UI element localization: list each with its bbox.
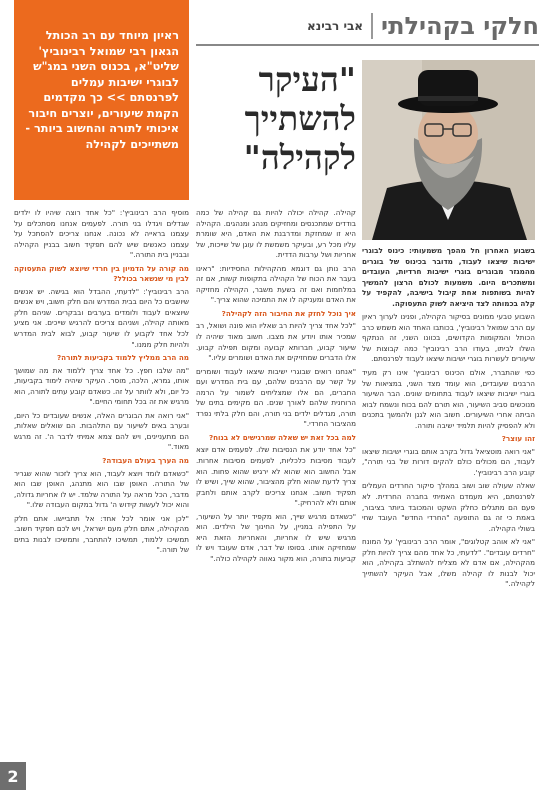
article-paragraph: "אנחנו רואים שבוגרי ישיבות שיצאו לעבוד ושומרים על קשר עם הרבנים שלהם, עם בית המדרש ועם החברים, הם אלו שמצליחים לשמור על הרמה הרוחנית שלהם לאורך שנים. הם מקימים בתים של תורה, מגדלים ילדים בני תורה, והם חלק בלתי נפרד מהציבור החרדי." [196, 366, 356, 429]
interview-question: מה הערך בעולם העבודה? [102, 456, 189, 466]
header-underline [196, 44, 539, 46]
article-column-3 [14, 208, 189, 778]
headline-line-3: לקהילה" [243, 138, 356, 177]
article-paragraph: הרב רבינוביץ': "לדעתי, ההבדל הוא בגישה. יש אנשים שיושבים כל היום בבית המדרש והם חלק חשוב, ויש אנשים שיוצאים לעבוד ולומדים בערבים ובבקרים. שניהם חלק מאותה קהילה, ושניהם צריכים להרגיש שייכים. אני מציע לכל אחד לקבוע לו שיעור קבוע, לבוא לבית המדרש ולהיות חלק ממנו." [14, 286, 189, 349]
article-lead: בשבוע האחרון חל מהפך משמעותי: כינוס לבוגרי ישיבות שיצאו לעבוד, מדובר בכינוס של בוגרים מהמגזר מבוגרים בוגרי ישיבות חרדיות, העובדים ומשתכרים היום. משמעות לכולם הרצון להמשיך להיות בשותפות אחת קיבול בישיבה, להקפיד על קלה בכמותה לצד היציאה לשוק התעסוקה. [362, 246, 535, 308]
article-paragraph: קהילה. קהילה יכולה להיות גם קהילה של כמה בודדים שמתכנסים ומחזיקים מנהג ומנהגים. הקהילה היא זו שמחזקת ומדרבנת את האדם, היא שומרת עליו מכל רע, ובעיקר משמשת לו עוגן של שייכות, של אחריות ושל ערבות הדדית. [196, 208, 356, 260]
author-name: אבי רבינא [307, 19, 364, 33]
article-paragraph: "כל אחד יודע את הנסיבות שלו. לפעמים אדם יוצא לעבוד מסיבות כלכליות, לפעמים מסיבות אחרות. אבל החשוב הוא שהוא לא ירגיש שהוא פחות. הוא צריך לדעת שהוא חלק מהציבור, שהוא שייך, ושיש לו תפקיד חשוב. אנחנו צריכים לקרב אותם ולחבק אותם ולא להרחיק." [196, 445, 356, 508]
section-title: חלקי בקהילתי [381, 12, 539, 40]
article-paragraph: "מה שלבו חפץ. כל אחד צריך ללמוד את מה שמושך אותו, גמרא, הלכה, מוסר. העיקר שיהיה לימוד בקביעות, כל יום, ולא לוותר על זה. כשאדם קובע עתים לתורה, הוא מרגיש את זה בכל תחומי החיים." [14, 365, 189, 407]
interview-question: זהו עוצר? [501, 434, 535, 444]
headline-line-1: "העיקר [258, 60, 356, 99]
intro-box [14, 0, 189, 200]
interview-question: איך נוכל לחזק את החיבור הזה לקהילה? [221, 308, 356, 318]
interview-question: מה קורה על הדמיון בין חרדי שיוצא לשוק התעסוקה לבין מי שנשאר בכולל? [14, 263, 189, 284]
article-column-2 [196, 208, 356, 778]
article-paragraph: "לכל אחד צריך להיות רב שאליו הוא פונה ושואל, רב שמכיר אותו ויודע את מצבו. חשוב מאוד שיהיה לו שיעור קבוע, חברותא קבועה ומקום תפילה קבוע. אלו הדברים שמחזיקים את האדם ושומרים עליו." [196, 321, 356, 363]
rabbi-photo [362, 60, 535, 240]
article-paragraph: "לכן אני אומר לכל אחד: אל תתביישו. אתם חלק מהקהילה, אתם חלק מעם ישראל, ויש לכם תפקיד חשוב. תמשיכו ללמוד, תמשיכו להתחבר, ותמשיכו לבנות בתים של תורה." [14, 513, 189, 555]
article-paragraph: "אני לא אוהב קטלוגים", אומר הרב רבינוביץ' על המונח "חרדים עובדים". "לדעתי, כל אחד מהם צריך להיות חלק מהקהילה, אם אדם לא מצליח להשתלב בקהילה, הוא יכול לבנות לו קהילה משלו, אבל העיקר להשתייך לקהילה." [362, 537, 535, 589]
article-paragraph: הרב נותן גם דוגמא מהקהילות החסידיות: "ראינו בעבר את הכוח של הקהילה בתקופות קשות, אם זה במלחמות ואם זה בשעת משבר, הקהילה מחזיקה את האדם ומעניקה לו את התמיכה שהוא צריך." [196, 263, 356, 305]
interview-question: למה בכל זאת יש שאלה שמרגישים לא בנוח? [208, 432, 356, 442]
article-paragraph: "אני רואה את הבוגרים האלה, אנשים שעובדים כל היום, ובערב באים לשיעור עם התלהבות. הם שואלים שאלות, הם מתעניינים, ויש להם צמא אמיתי לדבר ה'. זה מרגש מאוד." [14, 410, 189, 452]
article-paragraph: "אני רואה מוטציאל גדול בקרב אותם בוגרי ישיבות שיצאו לעבוד, הם מכולים כולם להקים דורות של בני תורה", קובע הרב רבינוביץ'. [362, 446, 535, 477]
article-paragraph: מוסיף הרב רבינוביץ': "כל אחד רוצה שיהיו לו ילדים שגדלים ויגדלו בני תורה. לפעמים אנחנו מסתכלים על עצמנו בראייה לא נכונה. אנחנו צריכים להסתכל על עצמנו כאנשים שיש להם תפקיד חשוב בבניין הקהילה ובבניין בית התורה." [14, 208, 189, 260]
article-paragraph: שאלה שעולה שוב ושוב במהלך סיקור החרדים העמלים לפרנסתם, היא מעמדם האמיתי בחברה החרדית. לא פעם הם מתגלים כחלק השקט והמכובד ביותר בציבור, באמת כי זה גם התופעה "החרדי החדש" העובד שחי בשולי הקהילה. [362, 481, 535, 533]
interview-question: מה הרב ממליץ ללמוד בקביעות לתורה? [56, 353, 189, 363]
page-number: 2 [0, 762, 26, 790]
header-divider [371, 13, 373, 39]
article-paragraph: השבוע טבעי ממונים בסיקור הקהילה, ופנינו לערוך ראיון עם הרב שמואל רבינוביץ', בכותבו האחד הוא משמש כרב הכותל והמקומות הקדושים, בכוונו השני, זה הנתקף השלו לביתו, בעודו הרב רבינוביץ' כמה קבוצות של שיעורים לעשרות בוגרי ישיבות שיצאו לעבוד לפרנסתם. [362, 312, 535, 364]
article-column-1 [362, 246, 535, 778]
section-header [196, 8, 539, 44]
article-paragraph: כפי שהתברר, אולם הכינוס רבינוביץ' אינו רק מעיד הרבנים שעובדים, הוא עומד מצד השני, במציאות של בוגרי ישיבות שיצאו לעבוד בתחומים שונים. הבר השיעור מנוכשים סביב השיעור, הוא תורם להם בכוח ונשמח לבוא הביתה אחרי השיעורים. חשוב הוא לגנן ולהמשך בתכנים ולא להפסיק להיות תלמיד ישיבה ותורה. [362, 368, 535, 430]
portrait-illustration [362, 60, 535, 240]
headline-line-2: להשתייך [244, 99, 356, 138]
headline [196, 60, 356, 177]
article-paragraph: "כשאדם מרגיש שייך, הוא מקפיד יותר על השיעור, על התפילה במניין, על החינוך של הילדים. הוא מרגיש שיש לו אחריות, והאחריות הזאת היא שמחזיקה אותו. בסופו של דבר, אדם שעובד ויש לו קביעות בתורה, הוא מקור גאווה לקהילה כולה." [196, 511, 356, 563]
article-paragraph: "כשאדם לומד ויוצא לעבוד, הוא צריך לזכור שהוא שגריר של התורה. האופן שבו הוא מתנהג, האופן שבו הוא מדבר, הכל מראה על התורה שלמד. יש לו אחריות גדולה, והוא יכול לעשות קידוש ה' גדול במקום העבודה שלו." [14, 468, 189, 510]
intro-text: ראיון מיוחד עם רב הכותל הגאון רבי שמואל רבינוביץ' שליט"א, בכנוס השני במג"ש לבוגרי ישיבות עמלים לפרנסתם >> כך מקדמים הקמת שיעורים, יוצרים חיבור איכותי לתורה והחשוב ביותר - משתייכים לקהילה [25, 29, 179, 151]
